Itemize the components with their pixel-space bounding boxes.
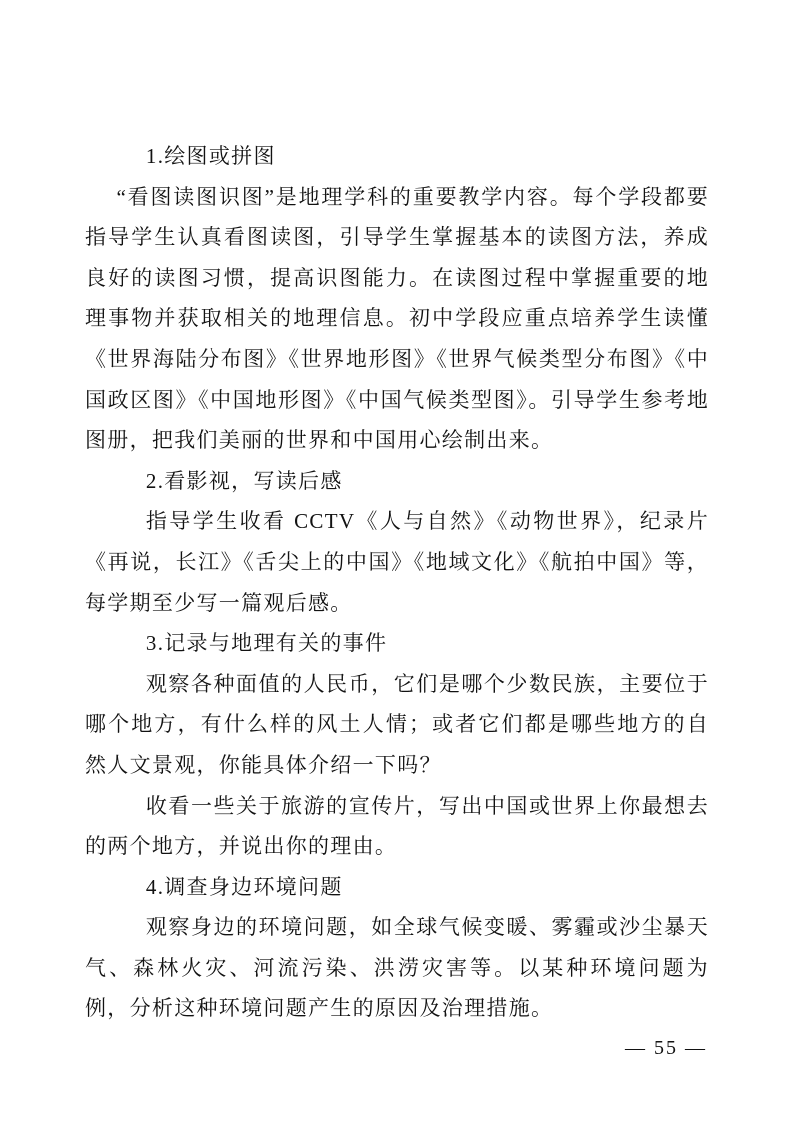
section-heading-drawing-maps: 1.绘图或拼图 (145, 144, 276, 168)
section-heading-watch-films: 2.看影视，写读后感 (145, 468, 343, 493)
paragraph-environment-problems: 观察身边的环境问题，如全球气候变暖、雾霾或沙尘暴天气、森林火灾、河流污染、洪涝灾害等。以某种环境问题为例，分析这种环境问题产生的原因及治理措施。 (85, 915, 709, 1021)
paragraph-cctv-programs: 指导学生收看 CCTV《人与自然》《动物世界》，纪录片《再说，长江》《舌尖上的中国》《地域文化》《航拍中国》等，每学期至少写一篇观后感。 (85, 509, 709, 615)
page-footer (625, 1036, 707, 1060)
paragraph-renminbi-observation: 观察各种面值的人民币，它们是哪个少数民族，主要位于哪个地方，有什么样的风土人情；或者它们都是哪些地方的自然人文景观，你能具体介绍一下吗？ (85, 671, 709, 777)
section-heading-environment-survey: 4.调查身边环境问题 (145, 874, 343, 899)
section-heading-record-geography-events: 3.记录与地理有关的事件 (145, 631, 388, 656)
document-body (85, 136, 709, 1029)
paragraph-map-reading: “看图读图识图”是地理学科的重要教学内容。每个学段都要指导学生认真看图读图，引导学生掌握基本的读图方法，养成良好的读图习惯，提高识图能力。在读图过程中掌握重要的地理事物并获取相关的地理信息。初中学段应重点培养学生读懂《世界海陆分布图》《世界地形图》《世界气候类型分布图》《中国政区图》《中国地形图》《中国气候类型图》。引导学生参考地图册，把我们美丽的世界和中国用心绘制出来。 (85, 184, 709, 453)
page-number: — 55 — (625, 1037, 707, 1059)
paragraph-travel-promo-films: 收看一些关于旅游的宣传片，写出中国或世界上你最想去的两个地方，并说出你的理由。 (85, 793, 709, 859)
